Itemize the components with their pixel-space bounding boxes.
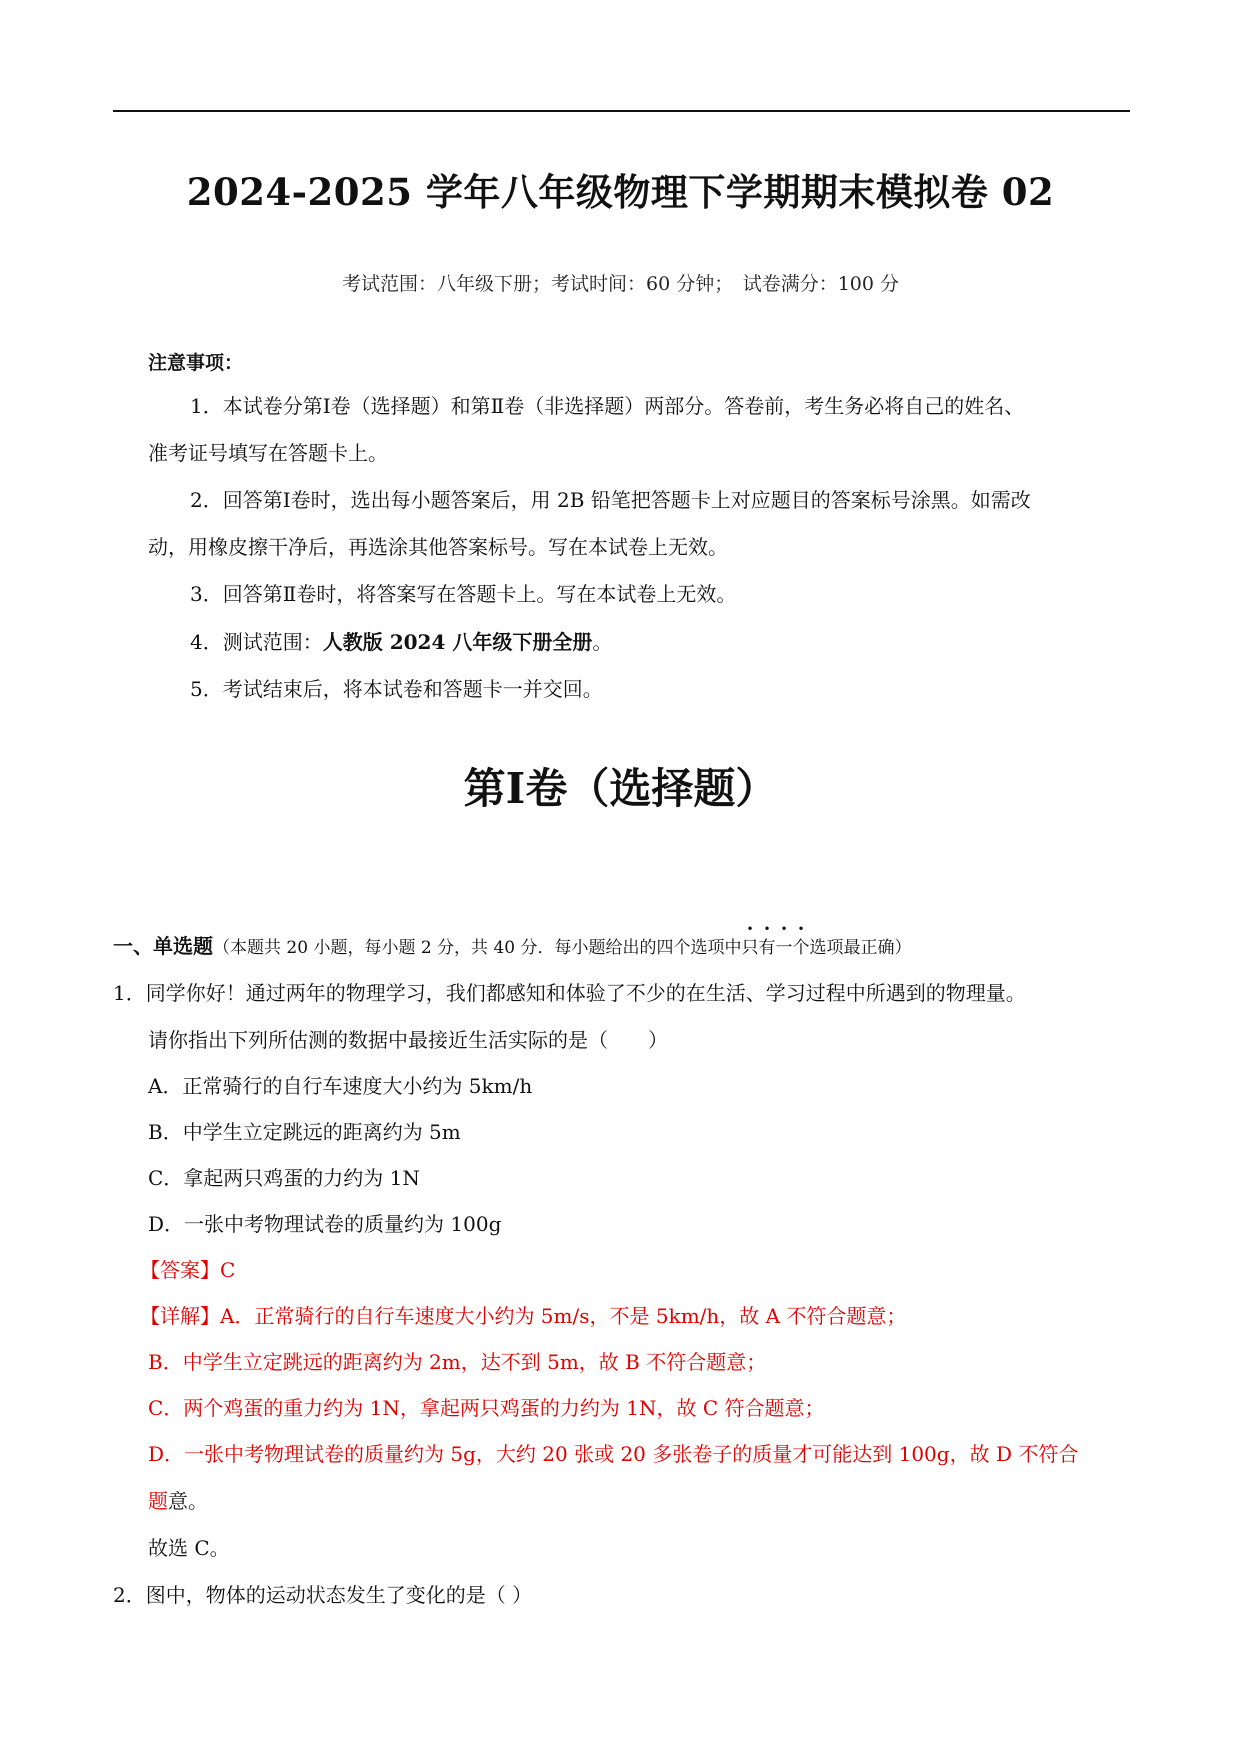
- question-1-option-a: A．正常骑行的自行车速度大小约为 5km/h: [148, 1074, 533, 1098]
- notice-item-4-prefix: 4．测试范围：: [190, 630, 323, 654]
- section-note: [213, 938, 912, 958]
- question-1-explain-b: B．中学生立定跳远的距离约为 2m，达不到 5m，故 B 不符合题意；: [148, 1350, 767, 1374]
- section-title: 第Ⅰ卷（选择题）: [463, 764, 778, 813]
- notice-item-1-line-1: 1．本试卷分第Ⅰ卷（选择题）和第Ⅱ卷（非选择题）两部分。答卷前，考生务必将自己的姓名、: [190, 394, 1025, 418]
- emphasis-char: 只: [741, 938, 759, 958]
- notice-item-4-scope: 人教版 2024 八年级下册全册: [322, 630, 593, 654]
- explain-d-red-char: 题: [148, 1489, 168, 1513]
- notice-heading: 注意事项：: [148, 352, 244, 374]
- question-1-explain-c: C．两个鸡蛋的重力约为 1N，拿起两只鸡蛋的力约为 1N，故 C 符合题意；: [148, 1396, 825, 1420]
- section-note-prefix: （本题共 20 小题，每小题 2 分，共 40 分．每小题给出的四个选项中: [213, 938, 742, 958]
- notice-item-5: 5．考试结束后，将本试卷和答题卡一并交回。: [190, 677, 603, 701]
- emphasis-char: 有: [758, 938, 776, 958]
- question-1-stem-line-1: 1．同学你好！通过两年的物理学习，我们都感知和体验了不少的在生活、学习过程中所遇到的物理量。: [113, 981, 1026, 1005]
- header-rule: [113, 110, 1130, 112]
- emphasis-char: 一: [775, 938, 793, 958]
- question-1-option-d: D．一张中考物理试卷的质量约为 100g: [148, 1212, 502, 1236]
- question-1-option-c: C．拿起两只鸡蛋的力约为 1N: [148, 1166, 420, 1190]
- section-label: 一、单选题: [113, 934, 213, 958]
- notice-item-2-line-1: 2．回答第Ⅰ卷时，选出每小题答案后，用 2B 铅笔把答题卡上对应题目的答案标号涂黑。如需改: [190, 488, 1031, 512]
- question-1-stem-line-2: 请你指出下列所估测的数据中最接近生活实际的是（ ）: [148, 1028, 668, 1052]
- question-2-stem: 2．图中，物体的运动状态发生了变化的是（ ）: [113, 1583, 533, 1607]
- notice-item-1-line-2: 准考证号填写在答题卡上。: [148, 441, 388, 465]
- question-1-option-b: B．中学生立定跳远的距离约为 5m: [148, 1120, 461, 1144]
- question-1-explain-d-line-1: D．一张中考物理试卷的质量约为 5g，大约 20 张或 20 多张卷子的质量才可能达到 100g，故 D 不符合: [148, 1442, 1079, 1466]
- document-title: 2024-2025 学年八年级物理下学期期末模拟卷 02: [186, 170, 1055, 214]
- question-1-explain-a: 【详解】A．正常骑行的自行车速度大小约为 5m/s，不是 5km/h，故 A 不符合题意；: [140, 1304, 907, 1328]
- notice-item-4-suffix: 。: [592, 630, 613, 654]
- question-1-explain-d-line-2: [148, 1485, 208, 1514]
- section-note-suffix: 选项最正确）: [809, 938, 912, 958]
- notice-item-2-line-2: 动，用橡皮擦干净后，再选涂其他答案标号。写在本试卷上无效。: [148, 535, 728, 559]
- explain-d-rest: 意。: [168, 1489, 208, 1513]
- emphasis-char: 个: [792, 938, 810, 958]
- question-1-conclusion: 故选 C。: [148, 1536, 230, 1560]
- notice-item-3: 3．回答第Ⅱ卷时，将答案写在答题卡上。写在本试卷上无效。: [190, 582, 737, 606]
- notice-item-4: [190, 626, 612, 655]
- section-heading: [113, 930, 912, 959]
- exam-info: 考试范围：八年级下册；考试时间：60 分钟； 试卷满分：100 分: [341, 273, 900, 295]
- question-1-answer: 【答案】C: [140, 1258, 236, 1282]
